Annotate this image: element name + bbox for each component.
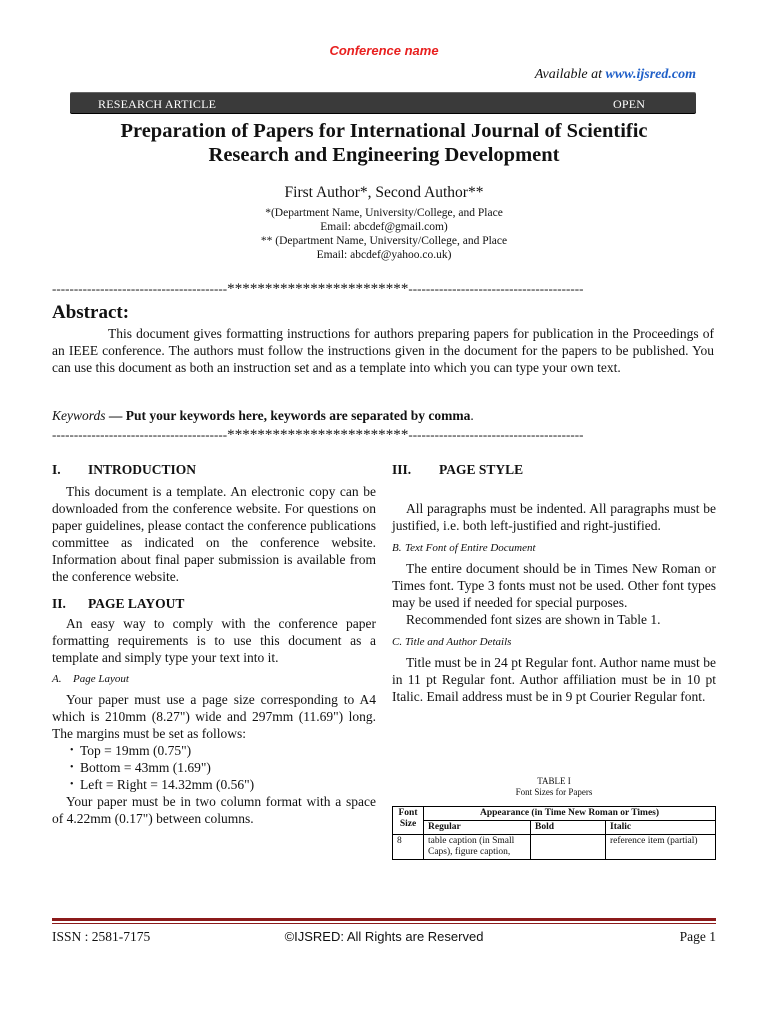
table-cell-italic: reference item (partial) [606,835,716,860]
table-row [393,835,716,860]
article-type-banner [70,93,696,113]
section-heading-introduction: I. INTRODUCTION [52,462,197,477]
table-header-appearance: Appearance (in Time New Roman or Times) [424,807,716,821]
footer-issn: ISSN : 2581-7175 [52,929,151,944]
font-size-table-block [392,776,716,860]
banner-research-article: RESEARCH ARTICLE [98,97,217,111]
banner-open: OPEN [613,97,646,111]
abstract-text: This document gives formatting instructions for authors preparing papers for publication in the Proceedings of an IEEE conference. The authors must follow the instructions given in the document for the papers to be published. You can use this document as both an instruction set and as a template into which you can type your own text. [52,326,714,375]
keywords-line: Keywords — Put your keywords here, keywords are separated by comma. [52,408,474,423]
table-header-italic: Italic [606,821,716,835]
available-prefix: Available at [534,67,602,82]
table-header-regular: Regular [424,821,531,835]
email-2: Email: abcdef@yahoo.co.uk) [316,249,452,261]
footer-rule-thick [52,918,716,921]
page-layout-paragraph: An easy way to comply with the conference paper formatting requirements is to use this document as a template and simply type your text into it. [52,616,376,665]
paper-title [60,119,708,167]
separator-top: ----------------------------------------************************---------------------------------------- [52,281,584,297]
separator-bottom: ----------------------------------------************************---------------------------------------- [52,427,584,443]
footer-rights: ©IJSRED: All Rights are Reserved [284,929,484,944]
email-1: Email: abcdef@gmail.com) [320,221,448,233]
subsection-heading-page-layout: A. Page Layout [52,673,129,685]
title-line-2: Research and Engineering Development [208,144,560,166]
title-author-paragraph: Title must be in 24 pt Regular font. Author name must be in 11 pt Regular font. Author affiliation must be in 10 pt Italic. Email address must be in 9 pt Courier Regular font. [392,655,716,704]
journal-url-link[interactable]: www.ijsred.com [605,67,696,82]
table-header-bold: Bold [531,821,606,835]
subsection-heading-text-font: B. Text Font of Entire Document [392,542,536,554]
affiliation-2: ** (Department Name, University/College, and Place [260,235,508,247]
introduction-paragraph: This document is a template. An electronic copy can be downloaded from the conference website. For questions on paper guidelines, please contact the conference publications committee as indicated on the conference website. Information about final paper submission is available from the conference website. [52,484,376,584]
table-cell-bold [531,835,606,860]
title-line-1: Preparation of Papers for International Journal of Scientific [120,120,648,142]
author-names: First Author*, Second Author** [284,184,484,201]
margin-list [52,742,376,793]
subsection-heading-title-author: C. Title and Author Details [392,636,512,648]
affiliation-1: *(Department Name, University/College, and Place [265,207,503,219]
column-format-paragraph: Your paper must be in two column format with a space of 4.22mm (0.17") between columns. [52,794,376,826]
list-item: • Left = Right = 14.32mm (0.56") [70,776,376,793]
section-heading-page-style: III. PAGE STYLE [392,462,524,477]
conference-name: Conference name [329,43,439,58]
right-column [392,461,716,705]
section-heading-page-layout: II. PAGE LAYOUT [52,596,185,611]
footer-rule-thin [52,923,716,924]
table-cell-regular: table caption (in Small Caps), figure caption, [424,835,531,860]
left-column [52,461,376,827]
abstract-heading: Abstract: [52,302,130,323]
keywords-text: Put your keywords here, keywords are separated by comma [125,408,471,423]
font-sizes-paragraph: Recommended font sizes are shown in Table 1. [406,612,661,627]
availability-line [535,67,696,83]
page-style-paragraph: All paragraphs must be indented. All paragraphs must be justified, i.e. both left-justified and right-justified. [392,501,716,533]
table-label: TABLE I [537,776,571,786]
table-header-font-size: Font Size [393,807,424,835]
text-font-paragraph: The entire document should be in Times New Roman or Times font. Type 3 fonts must not be used. Other font types may be used if needed for special purposes. [392,561,716,610]
table-cell-size: 8 [393,835,424,860]
font-size-table [392,806,716,860]
keywords-label: Keywords [52,408,106,423]
table-caption: Font Sizes for Papers [515,787,593,797]
page-size-paragraph: Your paper must use a page size corresponding to A4 which is 210mm (8.27") wide and 297mm (11.69") long. The margins must be set as follows: [52,692,376,741]
footer-page-number: Page 1 [679,929,716,944]
list-item: • Top = 19mm (0.75") [70,742,376,759]
list-item: • Bottom = 43mm (1.69") [70,759,376,776]
